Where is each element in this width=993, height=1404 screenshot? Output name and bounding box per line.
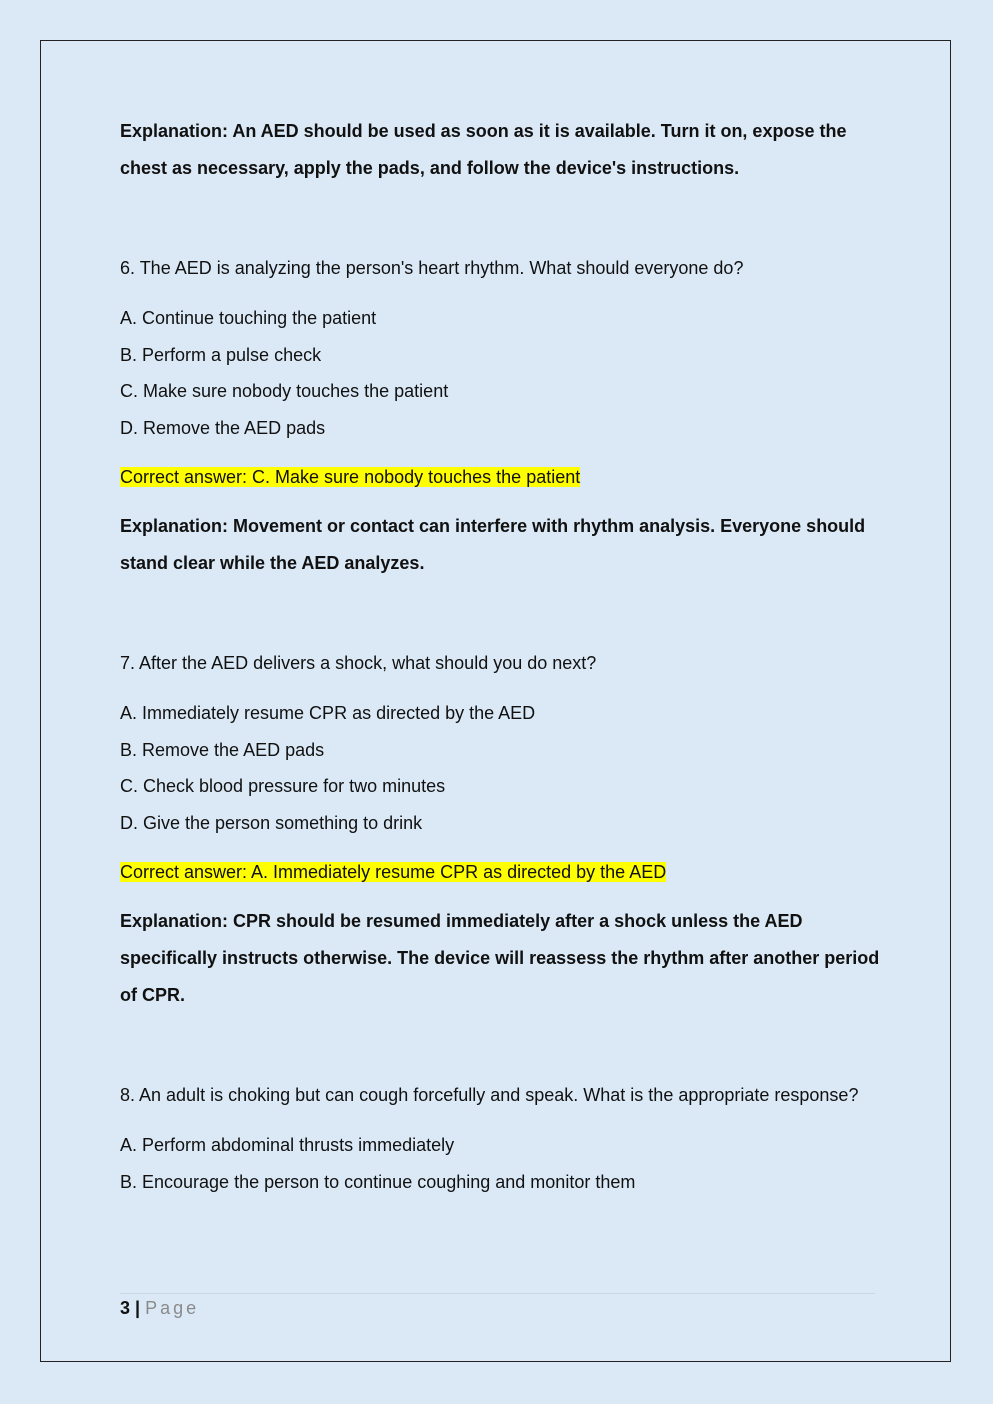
- explanation-q7: Explanation: CPR should be resumed immediately after a shock unless the AED specifically instructs otherwise. The device will reassess the rhythm after another period of CPR.: [120, 911, 880, 1005]
- explanation-q6: Explanation: Movement or contact can interfere with rhythm analysis. Everyone should stand clear while the AED analyzes.: [120, 516, 866, 573]
- footer-divider: [120, 1293, 875, 1294]
- option-q6-d: D. Remove the AED pads: [120, 417, 326, 438]
- explanation-q5: Explanation: An AED should be used as soon as it is available. Turn it on, expose the chest as necessary, apply the pads, and follow the device's instructions.: [120, 121, 847, 178]
- answer-q7: [120, 854, 880, 890]
- page-number: 3: [120, 1298, 131, 1318]
- question-7: 7. After the AED delivers a shock, what should you do next?: [120, 653, 597, 673]
- page-label: Page: [145, 1298, 200, 1318]
- option-q7-a: A. Immediately resume CPR as directed by the AED: [120, 703, 536, 723]
- option-q6-c: C. Make sure nobody touches the patient: [120, 381, 449, 401]
- answer-q7-highlight: Correct answer: A. Immediately resume CPR as directed by the AED: [120, 862, 667, 882]
- option-q7-b: B. Remove the AED pads: [120, 739, 325, 760]
- page-footer: [120, 1296, 199, 1320]
- option-q7-c: C. Check blood pressure for two minutes: [120, 776, 446, 796]
- document-body: [120, 113, 880, 1200]
- question-6: 6. The AED is analyzing the person's heart rhythm. What should everyone do?: [120, 258, 744, 278]
- option-q8-b: B. Encourage the person to continue coughing and monitor them: [120, 1171, 636, 1192]
- option-q6-b: B. Perform a pulse check: [120, 344, 322, 365]
- answer-q6: [120, 459, 880, 495]
- option-q6-a: A. Continue touching the patient: [120, 308, 377, 328]
- options-q7: [120, 695, 880, 841]
- footer-separator: |: [135, 1298, 141, 1318]
- option-q8-a: A. Perform abdominal thrusts immediately: [120, 1135, 455, 1155]
- question-8: 8. An adult is choking but can cough forcefully and speak. What is the appropriate response?: [120, 1085, 859, 1105]
- options-q6: [120, 300, 880, 446]
- answer-q6-highlight: Correct answer: C. Make sure nobody touches the patient: [120, 467, 581, 487]
- options-q8: [120, 1127, 880, 1200]
- option-q7-d: D. Give the person something to drink: [120, 812, 423, 833]
